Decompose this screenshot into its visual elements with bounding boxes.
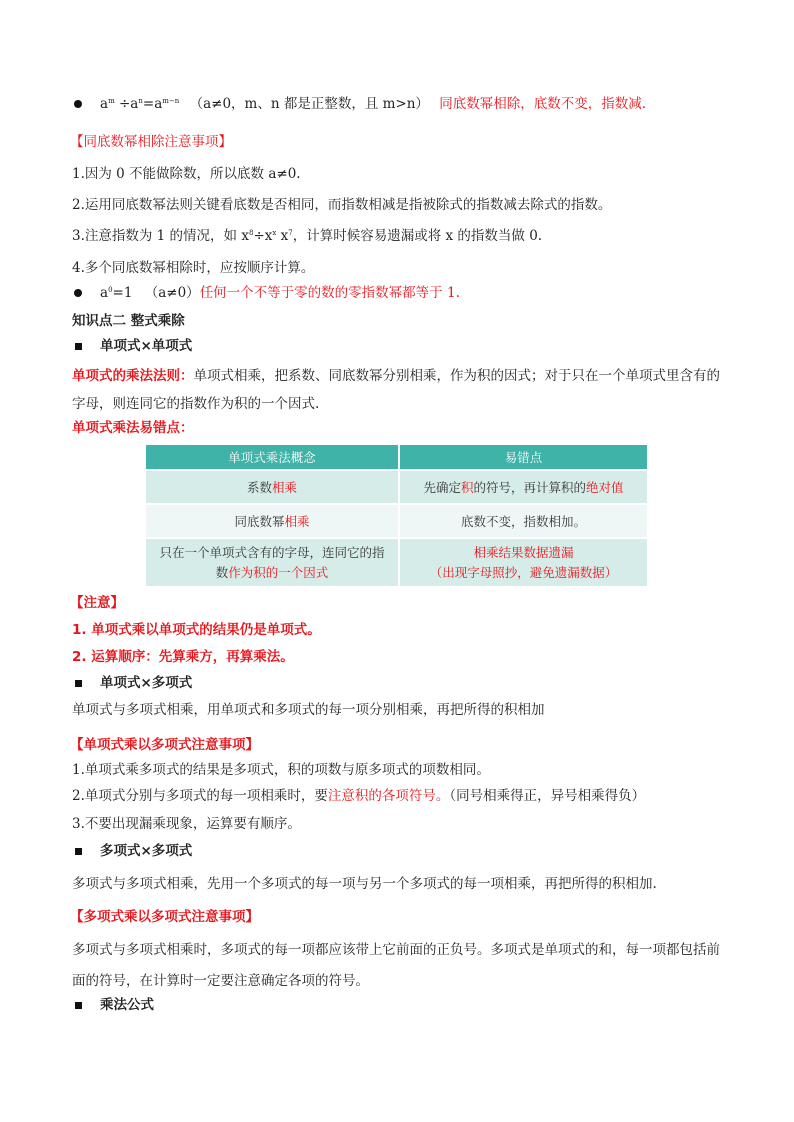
- exp-n: n: [138, 97, 143, 105]
- error-points-label: 单项式乘法易错点：: [72, 420, 194, 436]
- rule-text: 单项式相乘，把系数、同底数幂分别相乘，作为积的因式；对于只在一个单项式里含有的字母，则连同它的指数作为积的一个因式.: [72, 368, 720, 412]
- exp-mn: m−n: [162, 97, 180, 105]
- cell-highlight: 相乘结果数据遗漏: [473, 544, 574, 560]
- table-row: [146, 504, 648, 538]
- bullet-dot: [74, 289, 82, 297]
- paragraph: 多项式与多项式相乘，先用一个多项式的每一项与另一个多项式的每一项相乘，再把所得的积相加.: [72, 876, 657, 892]
- note-rest: ，计算时候容易遗漏或将 x 的指数当做 0.: [292, 228, 543, 244]
- quotient-rule-line: [100, 94, 646, 114]
- table-cell: [146, 538, 399, 587]
- subsection-title: 多项式×多项式: [100, 843, 193, 859]
- cell-highlight: 绝对值: [586, 480, 624, 495]
- cell-highlight: 相乘: [272, 480, 298, 495]
- formula-div: ÷a: [119, 96, 139, 112]
- table-row: [146, 538, 648, 587]
- cell-highlight: 作为积的一个因式: [228, 564, 329, 580]
- cell-text: 同底数幂: [234, 514, 285, 529]
- exp: 8: [248, 229, 254, 237]
- table-cell: [146, 504, 399, 538]
- square-bullet: [75, 1002, 82, 1009]
- exp: x: [272, 229, 277, 237]
- note-item: 1.单项式乘多项式的结果是多项式，积的项数与原多项式的项数相同。: [72, 762, 490, 778]
- table-row: [146, 470, 648, 504]
- cell-highlight: （出现字母照抄，避免遗漏数据）: [429, 564, 618, 580]
- note-item: 1.因为 0 不能做除数，所以底数 a≠0.: [72, 166, 301, 182]
- note-item: 4.多个同底数幂相除时，应按顺序计算。: [72, 260, 315, 276]
- x: x: [276, 228, 289, 244]
- note-heading-mono-poly: 【单项式乘以多项式注意事项】: [70, 737, 259, 753]
- square-bullet: [75, 680, 82, 687]
- col-header: 易错点: [399, 445, 648, 470]
- paragraph: 单项式与多项式相乘，用单项式和多项式的每一项分别相乘，再把所得的积相加: [72, 702, 545, 718]
- note-item: [72, 786, 645, 806]
- formula-eq: =a: [142, 96, 163, 112]
- table-cell: 底数不变，指数相加。: [399, 504, 648, 538]
- mono-rule-paragraph: [72, 362, 728, 418]
- table-cell: [146, 470, 399, 504]
- square-bullet: [75, 848, 82, 855]
- formula-condition: （a≠0，m、n 都是正整数，且 m>n）: [189, 96, 429, 112]
- paragraph: 多项式与多项式相乘时，多项式的每一项都应该带上它前面的正负号。多项式是单项式的和，每一项都包括前面的符号，在计算时一定要注意确定各项的符号。: [72, 942, 720, 989]
- exp-zero: 0: [108, 286, 113, 294]
- attention-heading: 【注意】: [70, 595, 124, 611]
- attention-item: 1. 单项式乘以单项式的结果仍是单项式。: [72, 622, 321, 638]
- note-text: 2.单项式分别与多项式的每一项相乘时，要: [72, 788, 328, 804]
- cell-highlight: 积: [460, 480, 474, 495]
- square-bullet: [75, 343, 82, 350]
- zero-rule: 任何一个不等于零的数的零指数幂都等于 1.: [199, 285, 460, 301]
- note-item: 2.运用同底数幂法则关键看底数是否相同，而指数相减是指被除式的指数减去除式的指数。: [72, 197, 612, 213]
- cell-text: 数: [215, 564, 229, 580]
- cell-highlight: 相乘: [284, 514, 310, 529]
- exp-m: m: [108, 97, 115, 105]
- note-text: （同号相乘得正，异号相乘得负）: [449, 788, 646, 804]
- col-header: 单项式乘法概念: [146, 445, 399, 470]
- note-heading-poly-poly: 【多项式乘以多项式注意事项】: [70, 909, 259, 925]
- note-item: 3.不要出现漏乘现象，运算要有顺序。: [72, 816, 301, 832]
- base: a: [100, 285, 109, 301]
- note-text: 3.注意指数为 1 的情况，如 x: [72, 228, 249, 244]
- note-highlight: 注意积的各项符号。: [327, 788, 450, 804]
- subsection-title: 单项式×单项式: [100, 338, 193, 354]
- cell-text: 的符号，再计算积的: [473, 480, 587, 495]
- zero-exponent-line: [100, 283, 460, 303]
- condition: （a≠0）: [144, 285, 200, 301]
- rule-label: 单项式的乘法法则：: [72, 368, 194, 384]
- error-points-table: [146, 445, 649, 588]
- cell-text: 只在一个单项式含有的字母，连同它的指: [159, 544, 385, 560]
- table-cell: [399, 470, 648, 504]
- note-heading-quotient: 【同底数幂相除注意事项】: [70, 134, 232, 150]
- cell-text: 系数: [246, 480, 272, 495]
- cell-text: 先确定: [423, 480, 461, 495]
- formula-rule: 同底数幂相除，底数不变，指数减.: [439, 96, 647, 112]
- eq: =1: [112, 285, 133, 301]
- note-item-exponent-one: [72, 226, 542, 246]
- subsection-title: 单项式×多项式: [100, 675, 193, 691]
- formula-base: a: [100, 96, 109, 112]
- attention-item: 2. 运算顺序：先算乘方，再算乘法。: [72, 649, 294, 665]
- div: ÷x: [253, 228, 273, 244]
- subsection-title: 乘法公式: [100, 997, 154, 1013]
- table-header: [146, 445, 648, 470]
- section-title: 知识点二 整式乘除: [72, 313, 185, 329]
- table-cell: [399, 538, 648, 587]
- exp: 7: [288, 229, 293, 237]
- bullet-dot: [74, 100, 82, 108]
